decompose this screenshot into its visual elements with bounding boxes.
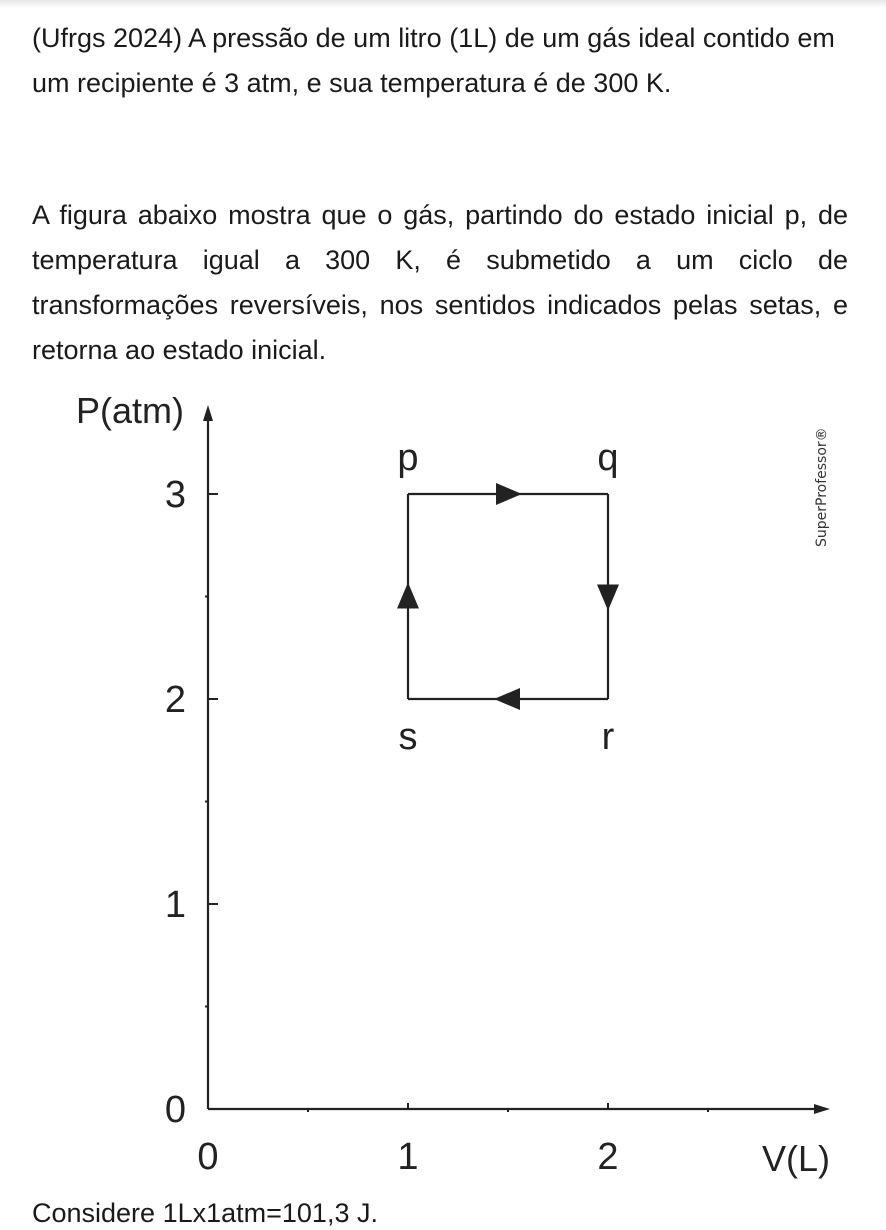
footer-note: Considere 1Lx1atm=101,3 J.	[32, 1198, 378, 1228]
point-label-p: p	[397, 437, 419, 479]
y-axis-arrow-icon	[203, 405, 213, 421]
point-label-s: s	[398, 716, 418, 758]
y-tick-label: 2	[164, 679, 186, 721]
arrow-s-p-icon	[397, 583, 419, 609]
arrow-r-s-icon	[494, 688, 520, 710]
top-shadow	[0, 0, 886, 8]
y-axis-label: P(atm)	[76, 390, 184, 431]
question-paragraph-1: (Ufrgs 2024) A pressão de um litro (1L) de um gás ideal contido em um recipiente é 3 atm, e sua temperatura é de 300 K.	[32, 23, 835, 98]
pv-diagram	[34, 375, 850, 1197]
point-label-q: q	[597, 437, 619, 479]
question-paragraph-2: A figura abaixo mostra que o gás, partindo do estado inicial p, de temperatura igual a 300 K, é submetido a um ciclo de transformações reversíveis, nos sentidos indicados pelas setas, e retorna ao estado inicial.	[32, 200, 848, 365]
x-tick-label: 0	[197, 1136, 219, 1178]
x-tick-label: 2	[597, 1136, 619, 1178]
x-axis-label: V(L)	[761, 1138, 830, 1179]
y-tick-label: 0	[164, 1089, 186, 1131]
point-label-r: r	[601, 716, 615, 758]
arrow-p-q-icon	[496, 483, 522, 505]
x-axis-arrow-icon	[814, 1104, 830, 1114]
y-tick-label: 1	[164, 884, 186, 926]
superprofessor-watermark: SuperProfessor®	[814, 427, 830, 547]
arrow-q-r-icon	[597, 585, 619, 611]
x-tick-label: 1	[397, 1136, 419, 1178]
y-tick-label: 3	[164, 474, 186, 516]
pv-diagram-svg	[34, 375, 850, 1197]
